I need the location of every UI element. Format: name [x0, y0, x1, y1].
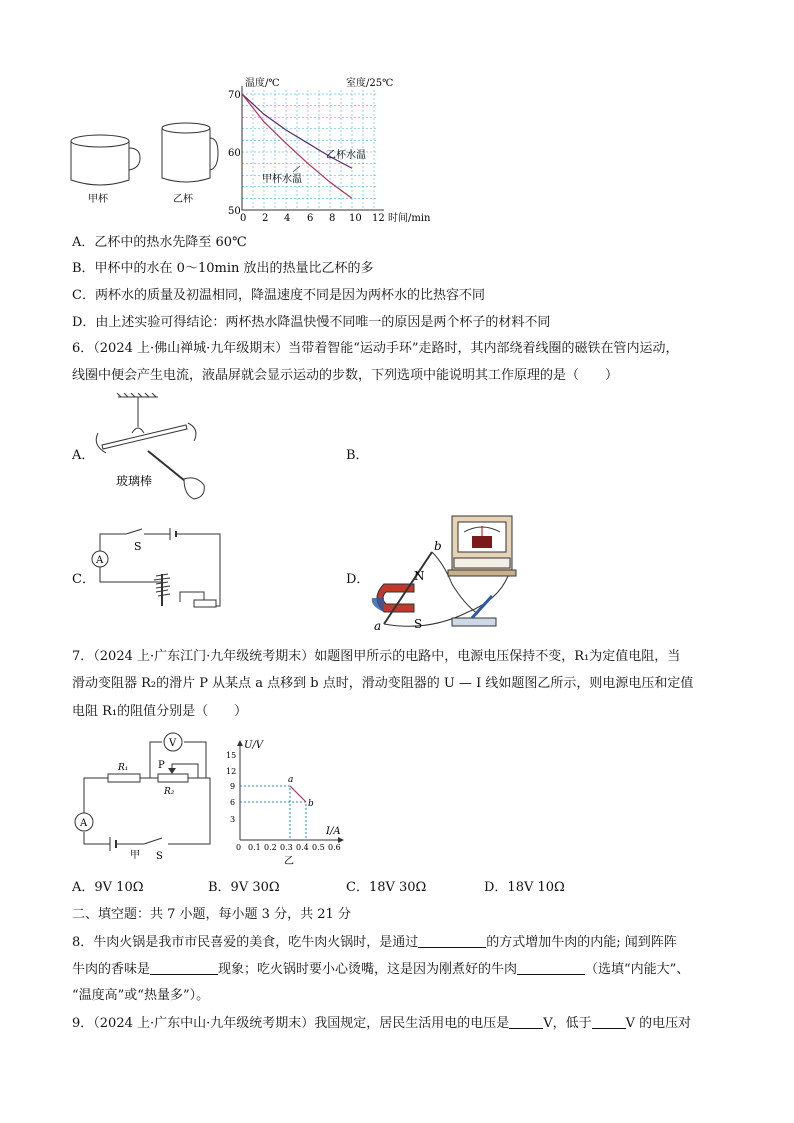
- q6-stem-line1: 6．（2024 上·佛山禅城·九年级期末）当带着智能“运动手环”走路时，其内部绕着线圈的磁铁在管内运动，: [72, 341, 679, 356]
- q9-text-2: V，低于: [543, 1016, 592, 1031]
- q8-line3: “温度高”或“热量多”）。: [72, 988, 210, 1003]
- q6-stem-line2: 线圈中便会产生电流，液晶屏就会显示运动的步数，下列选项中能说明其工作原理的是（ ）: [72, 368, 619, 383]
- q8-text-2: 的方式增加牛肉的内能; 闻到阵阵: [486, 935, 677, 950]
- q7-circuit-figure: [70, 730, 220, 860]
- x-tick-12: 12: [372, 213, 385, 224]
- x-tick-8: 8: [329, 213, 336, 224]
- y-tick-70: 70: [228, 90, 241, 101]
- q7-stem-line2: 滑动变阻器 R₂的滑片 P 从某点 a 点移到 b 点时，滑动变阻器的 U — I 线如题图乙所示，则电源电压和定值: [72, 676, 694, 691]
- r1-label: R₁: [118, 763, 129, 773]
- q7-stem-line3: 电阻 R₁的阻值分别是（ ）: [72, 704, 248, 719]
- wire-top-left: [100, 534, 126, 554]
- x-tick-4: 4: [284, 213, 291, 224]
- x-tick-2: 2: [262, 213, 269, 224]
- q6-option-c-label: C．: [72, 572, 95, 587]
- q7-stem-line1: 7．（2024 上·广东江门·九年级统考期末）如题图甲所示的电路中，电源电压保持不变，R₁为定值电阻，当: [72, 649, 681, 664]
- q8-blank-3[interactable]: [517, 960, 585, 975]
- ammeter-symbol: A: [96, 555, 104, 566]
- x-tick-6: 6: [307, 213, 314, 224]
- y-tick-6: 6: [230, 798, 236, 807]
- cup-b-label: 乙杯: [173, 194, 193, 205]
- circuit-caption: 甲: [130, 850, 140, 860]
- x-tick-04: 0.4: [296, 843, 309, 852]
- point-a-label: a: [374, 619, 382, 633]
- switch-label: S: [156, 851, 163, 860]
- q8-blank-1[interactable]: [418, 933, 486, 948]
- point-b-label: b: [308, 799, 314, 809]
- slider-arrow-icon: [168, 768, 176, 774]
- voltmeter-wire-right: [184, 742, 206, 778]
- galvanometer-icon: [448, 516, 516, 576]
- q5-option-b: B．甲杯中的水在 0～10min 放出的热量比乙杯的多: [72, 261, 374, 276]
- ceiling-mount-icon: [117, 393, 158, 433]
- q6-option-d-figure: [368, 514, 548, 634]
- glass-rod-label: 玻璃棒: [116, 474, 153, 488]
- axis-lines: [242, 86, 384, 210]
- room-temp-label: 室度/25℃: [346, 78, 394, 89]
- q8-text-3: 牛肉的香味是: [72, 962, 151, 977]
- x-tick-06: 0.6: [328, 843, 341, 852]
- q9-text-1: 9．（2024 上·广东中山·九年级统考期末）我国规定，居民生活用电的电压是: [72, 1016, 510, 1031]
- y-tick-12: 12: [226, 767, 237, 776]
- q8-line2: [72, 960, 689, 979]
- r2-label: R₂: [164, 787, 175, 797]
- switch-label: S: [134, 540, 142, 553]
- q7-ui-graph: [224, 738, 354, 868]
- rheostat-icon: [194, 600, 216, 607]
- q8-line1: [72, 933, 677, 952]
- y-tick-3: 3: [230, 815, 236, 824]
- point-b-label: b: [434, 539, 442, 553]
- graph-x-label: I/A: [326, 826, 341, 837]
- q9-blank-2[interactable]: [592, 1014, 626, 1029]
- voltmeter-symbol: V: [169, 738, 177, 749]
- x-axis-label: 时间/min: [388, 213, 431, 224]
- q8-text-4: 现象；吃火锅时要小心烫嘴，这是因为刚煮好的牛肉: [218, 962, 518, 977]
- curve-a-label: 甲杯水温: [262, 174, 302, 185]
- x-tick-02: 0.2: [264, 843, 277, 852]
- wire-left: [84, 778, 108, 814]
- y-tick-60: 60: [228, 148, 241, 159]
- switch-blade-icon: [126, 529, 142, 534]
- guide-lines: [240, 786, 306, 840]
- q7-option-c: C．18V 30Ω: [346, 880, 427, 895]
- q8-text-1: 8．牛肉火锅是我市市民喜爱的美食，吃牛肉火锅时，是通过: [72, 935, 419, 950]
- rotation-arrow-left-icon: [96, 433, 106, 453]
- wire-right: [176, 534, 220, 606]
- q5-option-d: D．由上述实验可得结论：两杯热水降温快慢不同唯一的原因是两个杯子的材料不同: [72, 315, 551, 330]
- y-axis-label: 温度/℃: [245, 78, 280, 89]
- q6-option-c-figure: [90, 524, 230, 614]
- resistor-r1-icon: [108, 774, 140, 782]
- x-tick-10: 10: [349, 213, 362, 224]
- q9-blank-1[interactable]: [509, 1014, 543, 1029]
- ui-segment: [290, 786, 306, 802]
- wire-bottom-left: [84, 832, 110, 844]
- suspended-rod-icon: [102, 425, 187, 449]
- graph-y-label: U/V: [244, 740, 264, 751]
- y-axis-arrow-icon: [237, 740, 243, 746]
- curve-a-pointer: [293, 166, 300, 172]
- chart-axes: [242, 86, 384, 210]
- cup-a-icon: [71, 135, 140, 185]
- rheostat-r2-icon: [158, 774, 188, 782]
- wire-bottom-left: [100, 564, 162, 582]
- ammeter-symbol: A: [80, 818, 88, 829]
- q6-option-a-label: A．: [72, 448, 95, 463]
- x-tick-0: 0: [236, 843, 242, 852]
- q8-text-5: （选填“内能大”、: [585, 962, 690, 977]
- hand-icon: [184, 478, 204, 499]
- q6-option-a-figure: [88, 393, 228, 503]
- q5-option-a: A．乙杯中的热水先降至 60℃: [72, 235, 247, 250]
- slider-label: P: [158, 760, 165, 771]
- curve-b-label: 乙杯水温: [326, 150, 366, 161]
- section-2-heading: 二、填空题：共 7 小题，每小题 3 分，共 21 分: [72, 907, 351, 922]
- cup-b-icon: [162, 123, 218, 182]
- x-tick-0: 0: [240, 213, 247, 224]
- y-tick-15: 15: [226, 751, 237, 760]
- graph-caption: 乙: [284, 856, 294, 867]
- y-tick-9: 9: [230, 782, 236, 791]
- magnet-s-label: S: [414, 617, 423, 631]
- magnet-n-label: N: [414, 569, 425, 583]
- x-tick-01: 0.1: [248, 843, 261, 852]
- y-tick-50: 50: [228, 206, 241, 217]
- q8-blank-2[interactable]: [150, 960, 218, 975]
- temperature-chart: [228, 74, 448, 224]
- q7-option-d: D．18V 10Ω: [484, 880, 565, 895]
- x-tick-05: 0.5: [312, 843, 325, 852]
- point-a-label: a: [288, 775, 294, 785]
- cup-a-label: 甲杯: [88, 194, 108, 205]
- q5-option-c: C．两杯水的质量及初温相同，降温速度不同是因为两杯水的比热容不同: [72, 288, 485, 303]
- q9-line1: [72, 1014, 691, 1033]
- q6-option-d-label: D．: [346, 572, 370, 587]
- x-tick-03: 0.3: [280, 843, 293, 852]
- q6-option-b-label: B．: [346, 448, 369, 463]
- q7-option-a: A．9V 10Ω: [72, 880, 144, 895]
- q7-option-b: B．9V 30Ω: [208, 880, 280, 895]
- rotation-arrow-right-icon: [188, 423, 196, 441]
- switch-blade-icon: [144, 838, 162, 844]
- q9-text-3: V 的电压对: [625, 1016, 692, 1031]
